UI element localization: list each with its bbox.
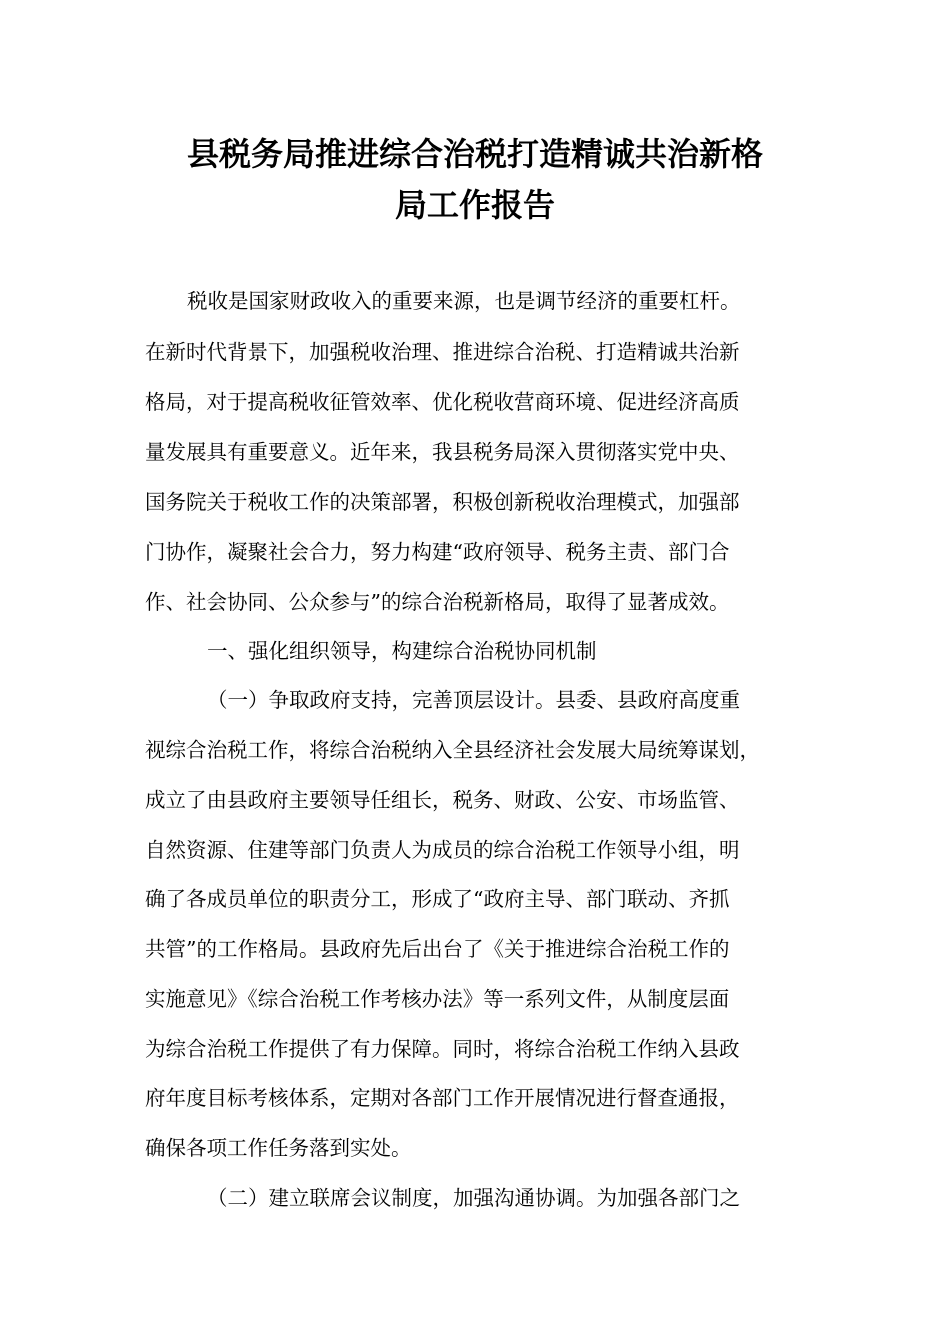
document-title-line-2: 局工作报告 [394,186,555,224]
paragraph-line: 作、社会协同、公众参与”的综合治税新格局，取得了显著成效。 [145,590,730,614]
paragraph-line: 成立了由县政府主要领导任组长，税务、财政、公安、市场监管、 [145,788,740,812]
paragraph-line: 为综合治税工作提供了有力保障。同时，将综合治税工作纳入县政 [145,1037,740,1061]
paragraph-line: 确保各项工作任务落到实处。 [145,1136,412,1160]
section-heading: 一、强化组织领导，构建综合治税协同机制 [207,639,597,663]
document-title-line-1: 县税务局推进综合治税打造精诚共治新格 [186,135,763,173]
paragraph-line: 门协作，凝聚社会合力，努力构建“政府领导、税务主责、部门合 [145,540,730,564]
paragraph-line: 视综合治税工作，将综合治税纳入全县经济社会发展大局统筹谋划， [145,738,760,762]
paragraph-line: 国务院关于税收工作的决策部署，积极创新税收治理模式，加强部 [145,490,740,514]
paragraph-line: 确了各成员单位的职责分工，形成了“政府主导、部门联动、齐抓 [145,887,730,911]
paragraph-line: 量发展具有重要意义。近年来，我县税务局深入贯彻落实党中央、 [145,440,740,464]
paragraph-line: 税收是国家财政收入的重要来源，也是调节经济的重要杠杆。 [187,289,741,313]
paragraph-line: 在新时代背景下，加强税收治理、推进综合治税、打造精诚共治新 [145,340,740,364]
paragraph-line: 自然资源、住建等部门负责人为成员的综合治税工作领导小组，明 [145,838,740,862]
paragraph-line: 共管”的工作格局。县政府先后出台了《关于推进综合治税工作的 [145,937,730,961]
paragraph-line: （一）争取政府支持，完善顶层设计。县委、县政府高度重 [207,688,740,712]
paragraph-line: 实施意见》《综合治税工作考核办法》等一系列文件，从制度层面 [145,987,730,1011]
paragraph-line: （二）建立联席会议制度，加强沟通协调。为加强各部门之 [207,1186,740,1210]
paragraph-line: 格局，对于提高税收征管效率、优化税收营商环境、促进经济高质 [145,390,740,414]
paragraph-line: 府年度目标考核体系，定期对各部门工作开展情况进行督查通报， [145,1086,740,1110]
